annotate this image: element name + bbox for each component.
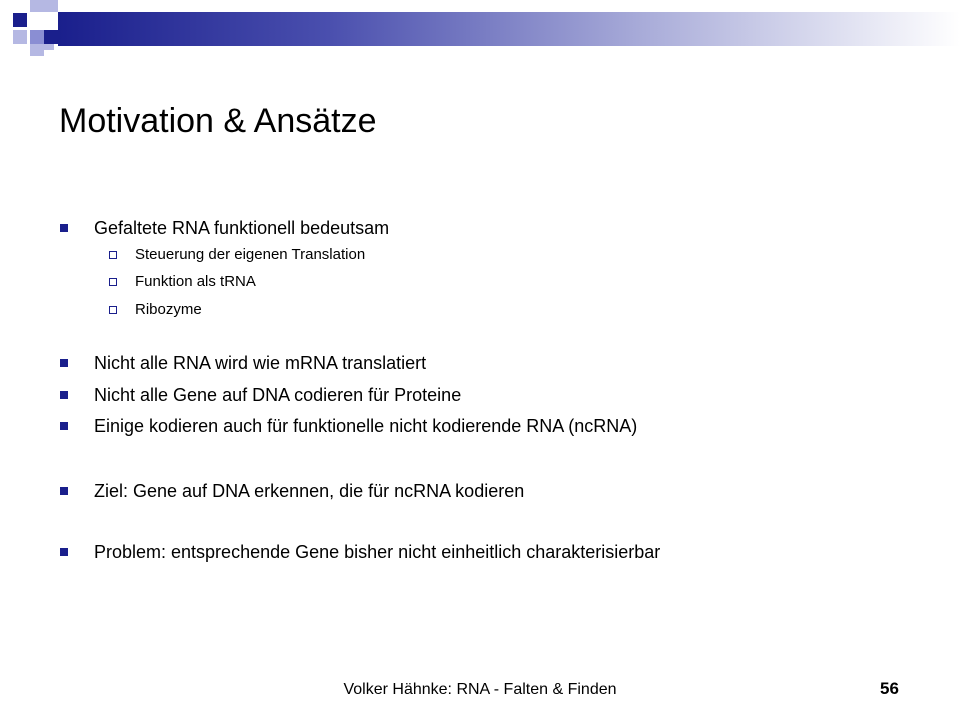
bullet-text: Einige kodieren auch für funktionelle nicht kodierende RNA (ncRNA) (94, 416, 638, 436)
bullet-item (60, 480, 524, 502)
slide-title: Motivation & Ansätze (59, 102, 377, 140)
square-bullet-icon (60, 487, 68, 495)
bullet-item (60, 352, 426, 374)
square-bullet-icon (60, 422, 68, 430)
bullet-item (60, 384, 461, 406)
square-bullet-icon (60, 548, 68, 556)
bullet-item (60, 541, 660, 563)
square-bullet-icon (60, 224, 68, 232)
sub-bullet-item (109, 273, 256, 291)
bullet-text: Nicht alle RNA wird wie mRNA translatiert (94, 353, 427, 373)
sub-bullet-text: Funktion als tRNA (135, 273, 256, 290)
hollow-square-bullet-icon (109, 251, 117, 259)
hollow-square-bullet-icon (109, 278, 117, 286)
bullet-text: Ziel: Gene auf DNA erkennen, die für ncRNA kodieren (94, 481, 525, 501)
footer-author-title: Volker Hähnke: RNA - Falten & Finden (343, 681, 617, 698)
sub-bullet-item (109, 301, 202, 319)
square-bullet-icon (60, 359, 68, 367)
bullet-item (60, 415, 637, 437)
bullet-text: Nicht alle Gene auf DNA codieren für Proteine (94, 385, 462, 405)
page-number: 56 (880, 679, 899, 698)
sub-bullet-text: Steuerung der eigenen Translation (135, 246, 366, 263)
bullet-text: Gefaltete RNA funktionell bedeutsam (94, 218, 390, 238)
bullet-text: Problem: entsprechende Gene bisher nicht einheitlich charakterisierbar (94, 542, 661, 562)
square-bullet-icon (60, 391, 68, 399)
sub-bullet-text: Ribozyme (135, 301, 202, 318)
bullet-item (60, 217, 389, 239)
hollow-square-bullet-icon (109, 306, 117, 314)
sub-bullet-item (109, 246, 365, 264)
